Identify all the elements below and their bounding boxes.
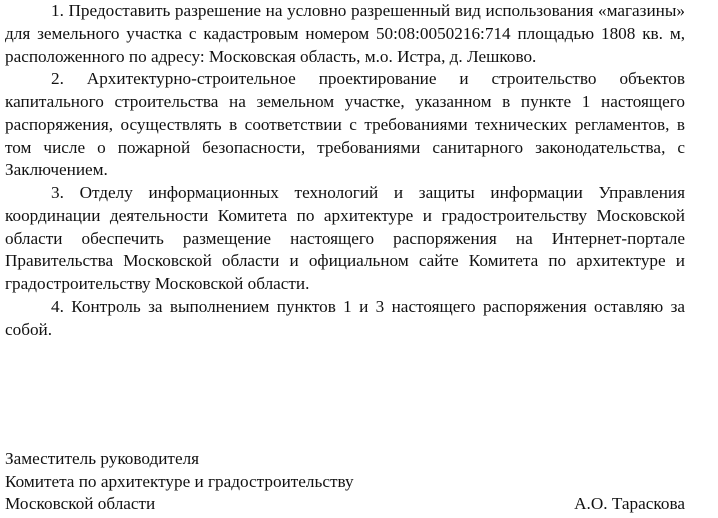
signature-last-line bbox=[5, 493, 685, 516]
paragraph-4: 4. Контроль за выполнением пунктов 1 и 3 настоящего распоряжения оставляю за собой. bbox=[5, 296, 685, 339]
signer-position-line-3: Московской области bbox=[5, 494, 156, 513]
paragraph-2: 2. Архитектурно-строительное проектирование и строительство объектов капитального строительства на земельном участке, указанном в пункте 1 настоящего распоряжения, осуществлять в соответствии с требованиями технических регламентов, в том числе о пожарной безопасности, требованиями санитарного законодательства, с Заключением. bbox=[5, 69, 685, 180]
paragraph-3: 3. Отделу информационных технологий и защиты информации Управления координации деятельности Комитета по архитектуре и градостроительству Московской области обеспечить размещение настоящего распоряжения на Интернет-портале Правительства Московской области и официальном сайте Комитета по архитектуре и градостроительству Московской области. bbox=[5, 183, 685, 293]
signer-position-line-1: Заместитель руководителя bbox=[5, 449, 200, 468]
signature-block bbox=[5, 448, 685, 516]
document-body bbox=[5, 0, 685, 341]
signer-name: А.О. Тараскова bbox=[574, 494, 685, 513]
paragraph-1: 1. Предоставить разрешение на условно разрешенный вид использования «магазины» для земельного участка с кадастровым номером 50:08:0050216:714 площадью 1808 кв. м, расположенного по адресу: Московская область, м.о. Истра, д. Лешково. bbox=[5, 1, 685, 66]
signer-position-line-2: Комитета по архитектуре и градостроительству bbox=[5, 471, 354, 491]
